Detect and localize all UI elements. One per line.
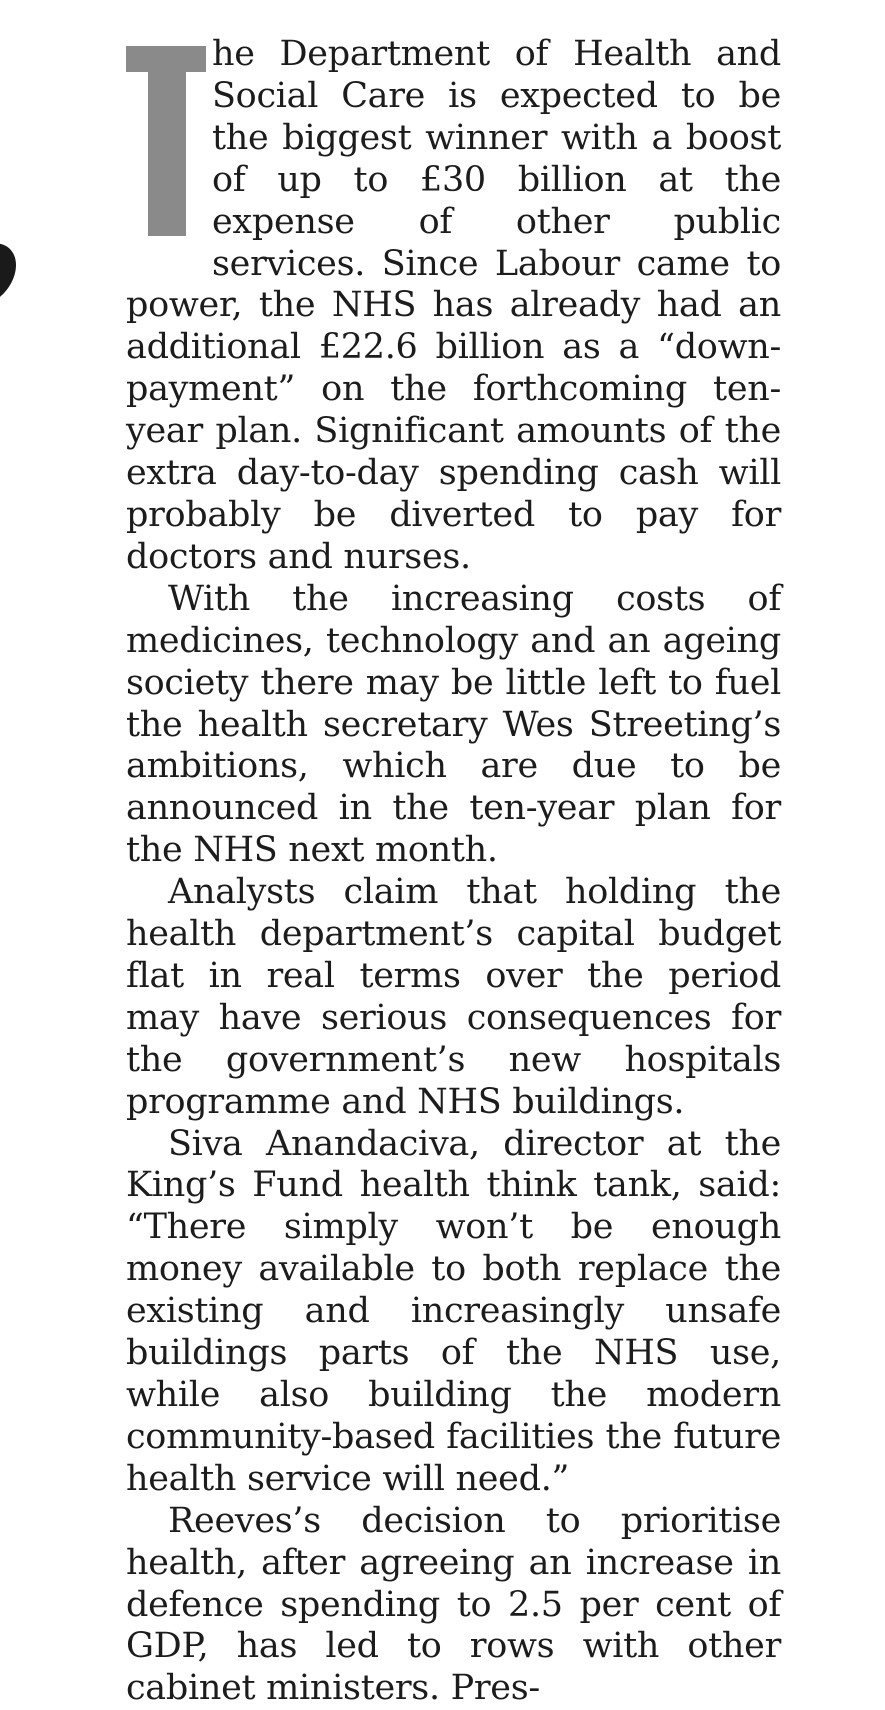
dropcap [126, 46, 206, 252]
dropcap-stem [148, 46, 186, 236]
article-paragraph-1 [126, 34, 781, 579]
article-paragraph-2: With the increasing costs of medicines, technology and an ageing society there may be little left to fuel the health secretary Wes Streeting’s ambitions, which are due to be announced in the ten-year plan for the NHS next month. [126, 578, 781, 871]
article-paragraph-3: Analysts claim that holding the health department’s capital budget flat in real terms over the period may have serious consequences for the government’s new hospitals programme and NHS buildings. [126, 872, 781, 1122]
adjacent-column-fragment [0, 235, 16, 305]
article-paragraph-4: Siva Anandaciva, director at the King’s Fund health think tank, said: “There simply won’t be enough money available to both replace the existing and increasingly unsafe buildings parts of the NHS use, while also building the modern community-based facilities the future health service will need.” [126, 1123, 781, 1499]
article-column [126, 34, 781, 1710]
paragraph-text: he Department of Health and Social Care is expected to be the biggest winner with a boost of up to £30 billion at the expense of other public services. Since Labour came to power, the NHS has already had an additional £22.6 billion as a “down-payment” on the forthcoming ten-year plan. Significant amounts of the extra day-to-day spending cash will probably be diverted to pay for doctors and nurses. [126, 34, 781, 577]
article-paragraph-5: Reeves’s decision to prioritise health, after agreeing an increase in defence spending to 2.5 per cent of GDP, has led to rows with other cabinet ministers. Pres- [126, 1500, 781, 1709]
